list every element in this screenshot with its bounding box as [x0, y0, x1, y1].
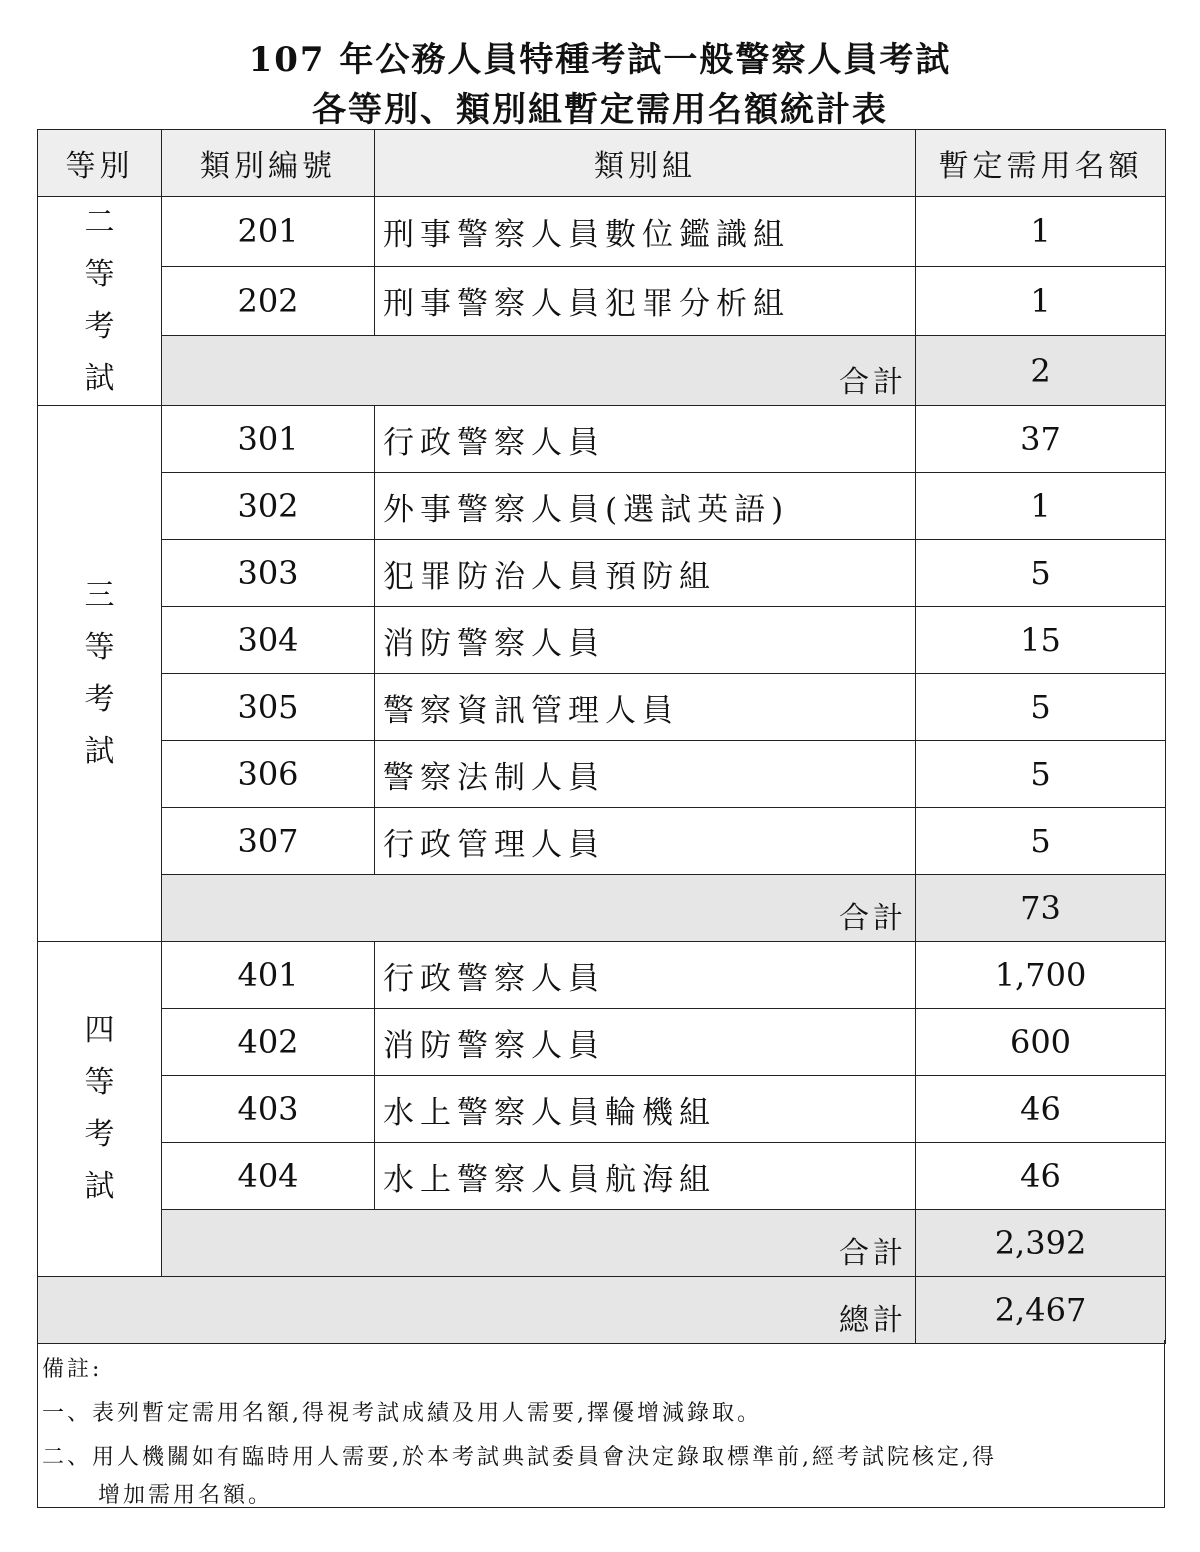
- grade-char: 考: [84, 681, 115, 717]
- code-cell: 401: [162, 942, 375, 1009]
- code-cell: 301: [162, 406, 375, 473]
- quota-cell: 1: [916, 197, 1166, 267]
- code-cell: 404: [162, 1143, 375, 1210]
- group-cell: 水上警察人員航海組: [375, 1143, 916, 1210]
- note-item-2: 二、用人機關如有臨時用人需要,於本考試典試委員會決定錄取標準前,經考試院核定,得: [42, 1445, 997, 1470]
- table-row: [38, 473, 1166, 540]
- table-row: [38, 540, 1166, 607]
- grade-cell-3: [38, 406, 162, 942]
- notes-box: [37, 1340, 1165, 1508]
- header-group: 類別組: [375, 130, 916, 197]
- grade-char: 試: [84, 1169, 115, 1204]
- grade-char: 考: [84, 309, 115, 344]
- table-row: [38, 1143, 1166, 1210]
- subtotal-label: 合計: [162, 875, 916, 942]
- table-row: [38, 741, 1166, 808]
- quota-cell: 5: [916, 674, 1166, 741]
- grade-char: 等: [84, 257, 115, 292]
- group-cell: 行政警察人員: [375, 406, 916, 473]
- quota-cell: 37: [916, 406, 1166, 473]
- table-row: [38, 808, 1166, 875]
- grade-char: 試: [84, 361, 115, 396]
- header-code: 類別編號: [162, 130, 375, 197]
- subtotal-row: [38, 336, 1166, 406]
- table-row: [38, 406, 1166, 473]
- subtotal-value: 73: [916, 875, 1166, 942]
- subtotal-label: 合計: [162, 1210, 916, 1277]
- code-cell: 307: [162, 808, 375, 875]
- table-row: [38, 1009, 1166, 1076]
- code-cell: 306: [162, 741, 375, 808]
- code-cell: 402: [162, 1009, 375, 1076]
- quota-cell: 1,700: [916, 942, 1166, 1009]
- group-cell: 行政警察人員: [375, 942, 916, 1009]
- table-row: [38, 674, 1166, 741]
- subtotal-row: [38, 875, 1166, 942]
- code-cell: 201: [162, 197, 375, 267]
- header-quota: 暫定需用名額: [916, 130, 1166, 197]
- total-row: [38, 1277, 1166, 1344]
- grade-cell-2: [38, 197, 162, 406]
- quota-table: [37, 129, 1166, 1344]
- quota-cell: 5: [916, 741, 1166, 808]
- table-row: [38, 1076, 1166, 1143]
- header-grade: 等別: [38, 130, 162, 197]
- note-item-2-continued: 增加需用名額。: [98, 1483, 274, 1508]
- group-cell: 警察法制人員: [375, 741, 916, 808]
- group-cell: 警察資訊管理人員: [375, 674, 916, 741]
- group-cell: 消防警察人員: [375, 607, 916, 674]
- grade-char: 四: [84, 1013, 115, 1048]
- quota-cell: 15: [916, 607, 1166, 674]
- subtotal-value: 2: [916, 336, 1166, 406]
- table-row: [38, 266, 1166, 336]
- code-cell: 304: [162, 607, 375, 674]
- group-cell: 犯罪防治人員預防組: [375, 540, 916, 607]
- subtotal-label: 合計: [162, 336, 916, 406]
- code-cell: 303: [162, 540, 375, 607]
- grade-char: 二: [84, 205, 115, 240]
- table-row: [38, 607, 1166, 674]
- group-cell: 消防警察人員: [375, 1009, 916, 1076]
- grade-char: 等: [84, 1065, 115, 1100]
- code-cell: 403: [162, 1076, 375, 1143]
- header-row: [38, 130, 1166, 197]
- table-row: [38, 942, 1166, 1009]
- group-cell: 外事警察人員(選試英語): [375, 473, 916, 540]
- quota-cell: 1: [916, 266, 1166, 336]
- quota-cell: 5: [916, 540, 1166, 607]
- grade-char: 試: [84, 733, 115, 769]
- note-item-1: 一、表列暫定需用名額,得視考試成績及用人需要,擇優增減錄取。: [42, 1401, 762, 1426]
- code-cell: 302: [162, 473, 375, 540]
- quota-cell: 600: [916, 1009, 1166, 1076]
- grade-char: 三: [84, 577, 115, 613]
- grade-char: 考: [84, 1117, 115, 1152]
- document-subtitle: 各等別、類別組暫定需用名額統計表: [312, 90, 888, 130]
- subtotal-value: 2,392: [916, 1210, 1166, 1277]
- quota-cell: 46: [916, 1076, 1166, 1143]
- subtotal-row: [38, 1210, 1166, 1277]
- total-label: 總計: [38, 1277, 916, 1344]
- group-cell: 水上警察人員輪機組: [375, 1076, 916, 1143]
- notes-heading: 備註:: [42, 1357, 103, 1382]
- group-cell: 刑事警察人員數位鑑識組: [375, 197, 916, 267]
- total-value: 2,467: [916, 1277, 1166, 1344]
- quota-cell: 1: [916, 473, 1166, 540]
- grade-cell-4: [38, 942, 162, 1277]
- group-cell: 刑事警察人員犯罪分析組: [375, 266, 916, 336]
- table-row: [38, 197, 1166, 267]
- group-cell: 行政管理人員: [375, 808, 916, 875]
- quota-cell: 5: [916, 808, 1166, 875]
- code-cell: 202: [162, 266, 375, 336]
- quota-cell: 46: [916, 1143, 1166, 1210]
- grade-char: 等: [84, 629, 115, 665]
- document-title: 107 年公務人員特種考試一般警察人員考試: [248, 40, 952, 80]
- code-cell: 305: [162, 674, 375, 741]
